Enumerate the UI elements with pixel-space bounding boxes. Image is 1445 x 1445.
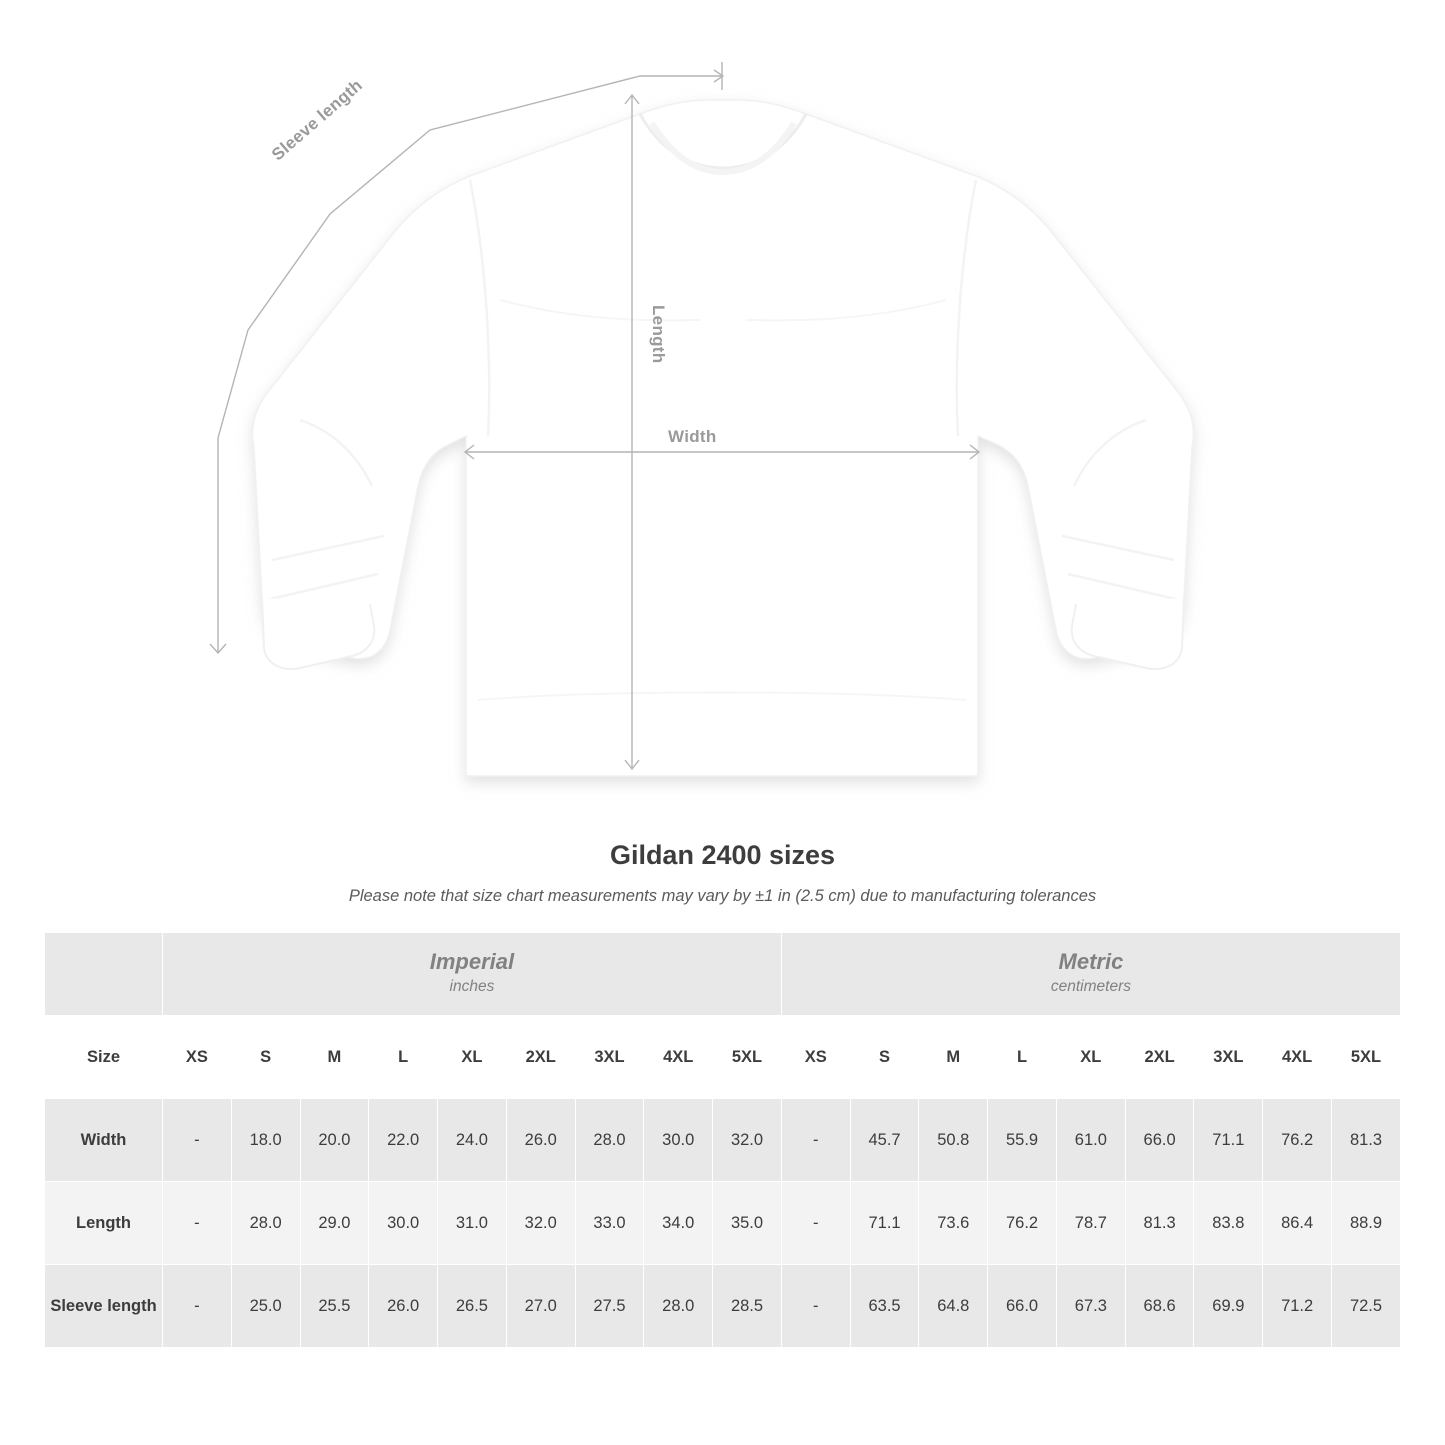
- cell-length-imperial-l: 30.0: [369, 1182, 438, 1265]
- sleeve-length-dimension-label: Sleeve length: [268, 75, 367, 165]
- size-header-imperial-xl: XL: [438, 1016, 507, 1099]
- cell-width-imperial-xl: 24.0: [438, 1099, 507, 1182]
- size-header-label: Size: [45, 1016, 163, 1099]
- size-header-metric-5xl: 5XL: [1332, 1016, 1401, 1099]
- cell-sleeve-length-metric-4xl: 71.2: [1263, 1265, 1332, 1348]
- size-header-row: [45, 1016, 1401, 1099]
- size-header-metric-xs: XS: [781, 1016, 850, 1099]
- cell-length-metric-xs: -: [781, 1182, 850, 1265]
- cell-sleeve-length-imperial-xl: 26.5: [438, 1265, 507, 1348]
- size-header-imperial-4xl: 4XL: [644, 1016, 713, 1099]
- row-label-width: Width: [45, 1099, 163, 1182]
- metric-unit-header: [781, 933, 1400, 1016]
- title-block: [0, 840, 1445, 906]
- cell-width-metric-xl: 61.0: [1056, 1099, 1125, 1182]
- cell-length-imperial-m: 29.0: [300, 1182, 369, 1265]
- table-row: [45, 1265, 1401, 1348]
- cell-width-imperial-xs: -: [163, 1099, 232, 1182]
- table-row: [45, 1182, 1401, 1265]
- size-header-metric-m: M: [919, 1016, 988, 1099]
- row-label-sleeve-length: Sleeve length: [45, 1265, 163, 1348]
- imperial-unit-header: [163, 933, 782, 1016]
- cell-width-imperial-4xl: 30.0: [644, 1099, 713, 1182]
- cell-width-metric-m: 50.8: [919, 1099, 988, 1182]
- cell-length-metric-xl: 78.7: [1056, 1182, 1125, 1265]
- size-header-metric-2xl: 2XL: [1125, 1016, 1194, 1099]
- size-header-imperial-xs: XS: [163, 1016, 232, 1099]
- cell-length-metric-2xl: 81.3: [1125, 1182, 1194, 1265]
- size-header-imperial-m: M: [300, 1016, 369, 1099]
- cell-sleeve-length-metric-xl: 67.3: [1056, 1265, 1125, 1348]
- cell-sleeve-length-metric-5xl: 72.5: [1332, 1265, 1401, 1348]
- cell-length-imperial-xl: 31.0: [438, 1182, 507, 1265]
- cell-sleeve-length-imperial-3xl: 27.5: [575, 1265, 644, 1348]
- cell-length-metric-5xl: 88.9: [1332, 1182, 1401, 1265]
- imperial-unit-header-sub: inches: [449, 978, 495, 996]
- cell-width-imperial-l: 22.0: [369, 1099, 438, 1182]
- cell-length-imperial-xs: -: [163, 1182, 232, 1265]
- cell-sleeve-length-imperial-5xl: 28.5: [713, 1265, 782, 1348]
- cell-length-metric-l: 76.2: [988, 1182, 1057, 1265]
- cell-length-metric-3xl: 83.8: [1194, 1182, 1263, 1265]
- size-header-metric-xl: XL: [1056, 1016, 1125, 1099]
- cell-sleeve-length-metric-s: 63.5: [850, 1265, 919, 1348]
- cell-width-metric-4xl: 76.2: [1263, 1099, 1332, 1182]
- size-header-metric-4xl: 4XL: [1263, 1016, 1332, 1099]
- cell-sleeve-length-imperial-s: 25.0: [231, 1265, 300, 1348]
- cell-sleeve-length-imperial-m: 25.5: [300, 1265, 369, 1348]
- size-header-imperial-2xl: 2XL: [506, 1016, 575, 1099]
- size-header-imperial-5xl: 5XL: [713, 1016, 782, 1099]
- length-dimension-label: Length: [649, 305, 668, 364]
- size-header-imperial-3xl: 3XL: [575, 1016, 644, 1099]
- cell-width-imperial-2xl: 26.0: [506, 1099, 575, 1182]
- cell-width-metric-l: 55.9: [988, 1099, 1057, 1182]
- cell-sleeve-length-metric-xs: -: [781, 1265, 850, 1348]
- cell-sleeve-length-metric-m: 64.8: [919, 1265, 988, 1348]
- metric-unit-header-name: Metric: [1058, 948, 1124, 974]
- cell-length-imperial-3xl: 33.0: [575, 1182, 644, 1265]
- size-header-metric-3xl: 3XL: [1194, 1016, 1263, 1099]
- cell-length-imperial-4xl: 34.0: [644, 1182, 713, 1265]
- cell-width-metric-5xl: 81.3: [1332, 1099, 1401, 1182]
- cell-sleeve-length-metric-3xl: 69.9: [1194, 1265, 1263, 1348]
- table-row: [45, 1099, 1401, 1182]
- size-header-imperial-s: S: [231, 1016, 300, 1099]
- cell-sleeve-length-imperial-l: 26.0: [369, 1265, 438, 1348]
- size-chart-container: [0, 932, 1445, 1348]
- size-chart-table: [44, 932, 1401, 1348]
- cell-width-imperial-5xl: 32.0: [713, 1099, 782, 1182]
- units-header-spacer: [45, 933, 163, 1016]
- cell-sleeve-length-metric-l: 66.0: [988, 1265, 1057, 1348]
- cell-width-imperial-3xl: 28.0: [575, 1099, 644, 1182]
- row-label-length: Length: [45, 1182, 163, 1265]
- metric-unit-header-sub: centimeters: [1050, 978, 1131, 996]
- cell-sleeve-length-imperial-2xl: 27.0: [506, 1265, 575, 1348]
- size-header-metric-s: S: [850, 1016, 919, 1099]
- size-header-imperial-l: L: [369, 1016, 438, 1099]
- cell-length-imperial-s: 28.0: [231, 1182, 300, 1265]
- cell-length-metric-s: 71.1: [850, 1182, 919, 1265]
- cell-width-imperial-s: 18.0: [231, 1099, 300, 1182]
- cell-sleeve-length-imperial-4xl: 28.0: [644, 1265, 713, 1348]
- cell-width-metric-2xl: 66.0: [1125, 1099, 1194, 1182]
- page-title: Gildan 2400 sizes: [609, 840, 836, 870]
- cell-width-metric-3xl: 71.1: [1194, 1099, 1263, 1182]
- units-header-row: [45, 933, 1401, 1016]
- cell-width-imperial-m: 20.0: [300, 1099, 369, 1182]
- width-dimension-label: Width: [668, 427, 717, 446]
- cell-sleeve-length-metric-2xl: 68.6: [1125, 1265, 1194, 1348]
- cell-width-metric-xs: -: [781, 1099, 850, 1182]
- cell-length-metric-4xl: 86.4: [1263, 1182, 1332, 1265]
- imperial-unit-header-name: Imperial: [429, 948, 515, 974]
- tolerance-note: Please note that size chart measurements may vary by ±1 in (2.5 cm) due to manufacturing tolerances: [348, 887, 1097, 905]
- cell-length-imperial-5xl: 35.0: [713, 1182, 782, 1265]
- size-header-metric-l: L: [988, 1016, 1057, 1099]
- cell-length-metric-m: 73.6: [919, 1182, 988, 1265]
- cell-sleeve-length-imperial-xs: -: [163, 1265, 232, 1348]
- cell-length-imperial-2xl: 32.0: [506, 1182, 575, 1265]
- cell-width-metric-s: 45.7: [850, 1099, 919, 1182]
